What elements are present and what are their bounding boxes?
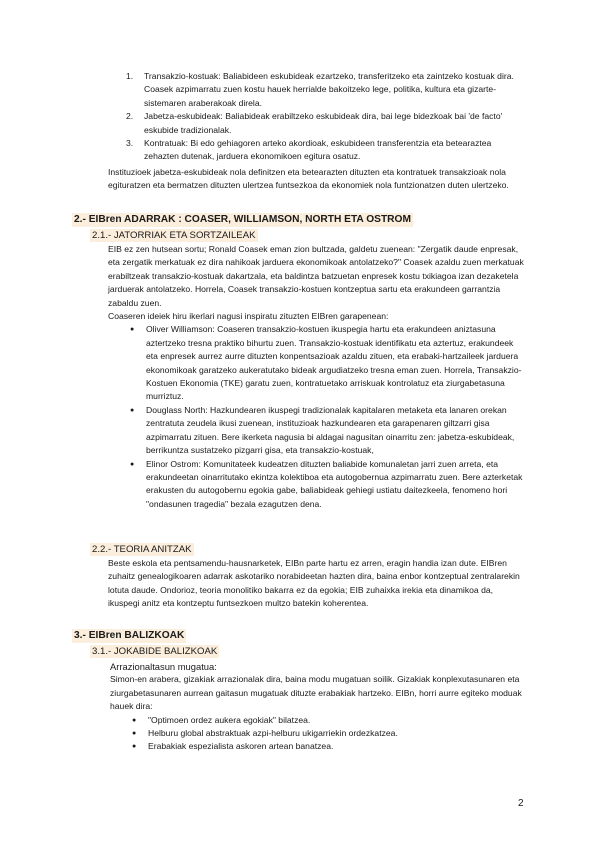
- section-2-2-paragraph: Beste eskola eta pentsamendu-hausnarketek, EIBn parte hartu ez arren, eragin handia izan dute. EIBren zuhaitz genealogikoaren adarrak askotariko norabideetan hazten dira, baina enbor kontzeptual zentralarekin lotuta daude. Ondorioz, teoria monolitiko bakarra ez da egokia; EIB zuhaixka irekia eta dinamikoa da, ikuspegi anitz eta kontzeptu funtsezkoen multzo batekin koherentea.: [108, 558, 520, 609]
- list-number: 1.: [126, 71, 134, 81]
- list-item: [108, 137, 528, 164]
- section-3-1-body: [110, 660, 528, 754]
- section-3-1-heading: 3.1.- JOKABIDE BALIZKOAK: [92, 646, 218, 657]
- section-2-2-body: [108, 557, 526, 611]
- bullet-icon: ●: [132, 743, 137, 751]
- list-item-text: Jabetza-eskubideak: Baliabideak erabiltzeko eskubideak dira, bai lege bidezkoak bai 'de facto' eskubide tradizionalak.: [144, 111, 503, 135]
- intro-paragraph: Instituzioek jabetza-eskubideak nola definitzen eta betearazten dituzten eta kontratuek transakzioak nola egituratzen eta bermatzen dituzten ulertzea funtsezkoa da ekonomiek nola funtzionatzen duten ulertzeko.: [108, 167, 509, 191]
- list-item: [108, 110, 528, 137]
- list-item: [108, 70, 528, 110]
- list-item: [110, 727, 528, 740]
- section-3-1-bullet-list: [110, 714, 528, 754]
- list-item-text: Helburu global abstraktuak azpi-helburu ukigarriekin ordezkatzea.: [148, 728, 398, 739]
- section-2-1-lead: Coaseren ideiek hiru ikerlari nagusi inspiratu zituzten EIBren garapenean:: [108, 311, 389, 322]
- bullet-icon: ●: [130, 406, 135, 414]
- section-2-heading: 2.- EIBren ADARRAK : COASER, WILLIAMSON, NORTH ETA OSTROM: [74, 214, 411, 225]
- list-item: [108, 404, 526, 458]
- section-2-1-heading: 2.1.- JATORRIAK ETA SORTZAILEAK: [92, 230, 256, 241]
- section-2-1-paragraph: EIB ez zen hutsean sortu; Ronald Coasek eman zion bultzada, galdetu zuenean: "Zergatik daude enpresak, eta zergatik merkatuak ez dira nahikoak jarduera ekonomikoak antolatzeko?" Coasek azaldu zuen merkatuak erabiltzeak transakzio-kostuak dakartzala, eta baldintza batzuetan enpresek kostu txikiagoa izan dezaketela jarduerak antolatzeko. Horrela, Coasek transakzio-kostuen kontzeptua sartu eta erakundeen garrantzia zabaldu zuen.: [108, 244, 524, 308]
- list-item-text: Elinor Ostrom: Komunitateek kudeatzen dituzten baliabide komunaletan jarri zuen arreta, eta erakundeetan oinarritutako ekintza kolektiboa eta autogobernua azpimarratu zuen. Bere azterketak erakusten du autogobernu egokia gabe, baliabideak gehiegi ustiatu daitezkeela, fenomeno hori "ondasunen tragedia" bezala ezagutzen dena.: [146, 458, 523, 509]
- list-item: [110, 714, 528, 727]
- numbered-list: [108, 70, 528, 164]
- list-item-text: "Optimoen ordez aukera egokiak" bilatzea.: [148, 714, 311, 725]
- section-2-1-bullet-list: [108, 323, 526, 511]
- list-item-text: Oliver Williamson: Coaseren transakzio-kostuen ikuspegia hartu eta erakundeen aniztasuna aztertzeko tresna praktiko bihurtu zuen. Transakzio-kostuak identifikatu eta aztertuz, erakundeek eta enpresek aurrez aurre dituzten konpentsazioak azaldu zituen, eta erabaki-hartzaileek jarduera ekonomikoak garatzeko aukeratutako bideak argudiatzeko tresna eman zuen. Horrela, Transakzio-Kostuen Ekonomia (TKE) garatu zuen, kontratuetako arriskuak kontrolatuz eta ziurgabetasuna murriztuz.: [146, 324, 522, 402]
- section-2-2-heading: 2.2.- TEORIA ANITZAK: [92, 544, 192, 555]
- list-number: 2.: [126, 111, 134, 122]
- page-number: 2: [518, 798, 524, 809]
- list-item-text: Erabakiak espezialista askoren artean banatzea.: [148, 741, 334, 752]
- list-number: 3.: [126, 138, 134, 149]
- list-item-text: Douglass North: Hazkundearen ikuspegi tradizionalak kapitalaren metaketa eta lanaren orekan zentratuta zeudela ikusi zuenean, instituzioak hazkundearen eta garapenaren giltzarri gisa azpimarratu zituen. Bere ikerketa nagusia bi aldagai nagusitan oinarritu zen: jabetza-eskubideak, berrikuntza sustatzeko pizgarri gisa, eta transakzio-kostuak,: [146, 404, 515, 456]
- bullet-icon: ●: [130, 326, 135, 334]
- bullet-icon: ●: [130, 460, 135, 468]
- section-3-1-paragraph: Simon-en arabera, gizakiak arrazionalak dira, baina modu mugatuan soilik. Gizakiak konplexutasunaren eta ziurgabetasunaren aurrean gaitasun mugatuak dituzte erabakiak hartzeko. EIBn, horri aurre egiteko moduak hauek dira:: [110, 674, 522, 712]
- section-3-1-subtitle: Arrazionaltasun mugatua:: [110, 661, 217, 672]
- section-3-heading: 3.- EIBren BALIZKOAK: [74, 630, 185, 641]
- section-2-1-body: [108, 243, 526, 511]
- list-item: [110, 740, 528, 753]
- bullet-icon: ●: [132, 716, 137, 724]
- list-item-text: Transakzio-kostuak: Baliabideen eskubideak ezartzeko, transferitzeko eta zaintzeko kostuak dira. Coasek azpimarratu zuen kostu hauek herrialde bakoitzeko lege, politika, kultura eta gizarte-sistemaren araberakoak direla.: [144, 71, 514, 108]
- list-item-text: Kontratuak: Bi edo gehiagoren arteko akordioak, eskubideen transferentzia eta betearaztea zehazten dutenak, jarduera ekonomikoen egitura osatuz.: [144, 138, 492, 162]
- list-item: [108, 323, 526, 403]
- list-item: [108, 458, 526, 512]
- bullet-icon: ●: [132, 730, 137, 738]
